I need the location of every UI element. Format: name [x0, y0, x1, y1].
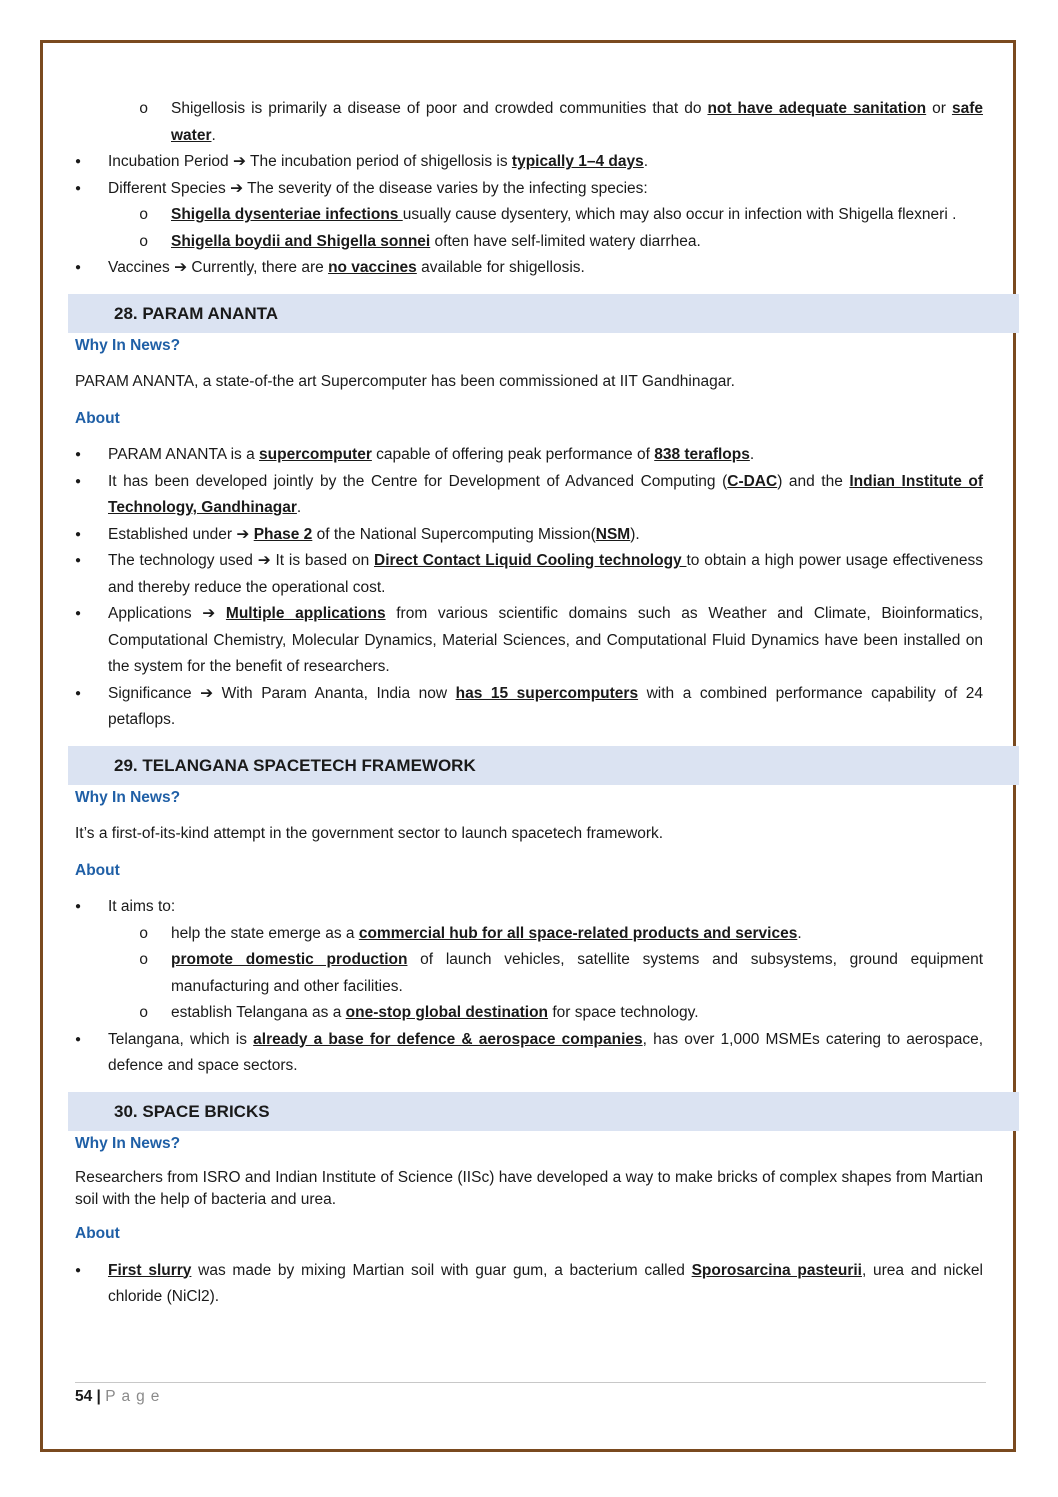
arrow-icon: ➔: [232, 153, 246, 170]
why-in-news-text: It’s a first-of-its-kind attempt in the government sector to launch spacetech framework.: [75, 825, 664, 842]
emphasis: NSM: [595, 525, 631, 543]
emphasis: commercial hub for all space-related products and services: [358, 924, 798, 942]
emphasis: not have adequate sanitation: [707, 100, 927, 117]
emphasis: Multiple applications: [225, 605, 386, 622]
page-content: [75, 96, 983, 1311]
vaccines-list: [75, 255, 983, 282]
list-item: ● Applications ➔ Multiple applications from various scientific domains such as Weather and Climate, Bioinformatics, Computational Chemistry, Molecular Dynamics, Material Sciences, and Computational Fluid Dynamics have been installed on the system for the benefit of researchers.: [75, 601, 983, 681]
emphasis: C-DAC: [727, 472, 778, 490]
emphasis: Direct Contact Liquid Cooling technology: [374, 552, 687, 569]
list-item: ● Vaccines ➔ Currently, there are no vaccines available for shigellosis.: [75, 255, 983, 282]
why-in-news-label: Why In News?: [75, 1134, 181, 1152]
list-item: ● First slurry was made by mixing Martian soil with guar gum, a bacterium called Sporosarcina pasteurii, urea and nickel chloride (NiCl2).: [75, 1258, 983, 1311]
list-item: o Shigella dysenteriae infections usually cause dysentery, which may also occur in infection with Shigella flexneri .: [75, 202, 983, 229]
telangana-list: [75, 894, 983, 921]
list-item: ● Telangana, which is already a base for defence & aerospace companies, has over 1,000 MSMEs catering to aerospace, defence and space sectors.: [75, 1027, 983, 1080]
emphasis: Indian Institute of Technology, Gandhinagar: [108, 472, 983, 516]
why-in-news-label: Why In News?: [75, 336, 181, 354]
list-item: ● Incubation Period ➔ The incubation period of shigellosis is typically 1–4 days.: [75, 149, 983, 176]
telangana-list-2: [75, 1027, 983, 1080]
list-item: o promote domestic production of launch vehicles, satellite systems and subsystems, ground equipment manufacturing and other facilities.: [75, 947, 983, 1000]
emphasis: Shigella boydii and Shigella sonnei: [171, 232, 431, 250]
section-heading-30: 30. SPACE BRICKS: [68, 1092, 1019, 1131]
why-in-news-text: PARAM ANANTA, a state-of-the art Supercomputer has been commissioned at IIT Gandhinagar.: [75, 373, 735, 390]
list-item: ● Different Species ➔ The severity of the disease varies by the infecting species:: [75, 176, 983, 203]
emphasis: 838 teraflops: [654, 446, 750, 463]
section-heading-28: 28. PARAM ANANTA: [68, 294, 1019, 333]
section-heading-29: 29. TELANGANA SPACETECH FRAMEWORK: [68, 746, 1019, 785]
emphasis: First slurry: [108, 1261, 192, 1279]
list-item: o establish Telangana as a one-stop global destination for space technology.: [75, 1000, 983, 1027]
param-ananta-list: [75, 442, 983, 734]
emphasis: Sporosarcina pasteurii: [691, 1261, 862, 1279]
telangana-sublist: [75, 921, 983, 1027]
emphasis: one-stop global destination: [345, 1004, 549, 1021]
emphasis: already a base for defence & aerospace companies: [253, 1030, 643, 1048]
arrow-icon: ➔: [236, 525, 250, 543]
emphasis: typically 1–4 days: [511, 153, 644, 170]
list-item: o Shigellosis is primarily a disease of poor and crowded communities that do not have adequate sanitation or safe water.: [75, 96, 983, 149]
footer-rule: [75, 1382, 986, 1383]
arrow-icon: ➔: [174, 259, 188, 276]
list-item: ● It aims to:: [75, 894, 983, 921]
emphasis: promote domestic production: [171, 951, 408, 968]
emphasis: Shigella dysenteriae infections: [171, 206, 403, 223]
page-footer: 54 | Page: [75, 1388, 166, 1405]
arrow-icon: ➔: [230, 179, 244, 197]
emphasis: no vaccines: [328, 259, 417, 276]
intro-list: [75, 149, 983, 202]
why-in-news-text: Researchers from ISRO and Indian Institute of Science (IISc) have developed a way to make bricks of complex shapes from Martian soil with the help of bacteria and urea.: [75, 1169, 983, 1208]
emphasis: supercomputer: [259, 446, 372, 463]
list-item: ● The technology used ➔ It is based on Direct Contact Liquid Cooling technology to obtain a high power usage effectiveness and thereby reduce the operational cost.: [75, 548, 983, 601]
emphasis: Phase 2: [253, 525, 313, 543]
list-item: ● Significance ➔ With Param Ananta, India now has 15 supercomputers with a combined performance capability of 24 petaflops.: [75, 681, 983, 734]
list-item: o Shigella boydii and Shigella sonnei often have self-limited watery diarrhea.: [75, 229, 983, 256]
about-label: About: [75, 1225, 120, 1242]
page-number: 54: [75, 1388, 93, 1405]
emphasis: safe water: [171, 100, 983, 144]
about-label: About: [75, 861, 120, 879]
arrow-icon: ➔: [202, 605, 216, 622]
list-item: o help the state emerge as a commercial hub for all space-related products and services.: [75, 921, 983, 948]
about-label: About: [75, 409, 120, 427]
arrow-icon: ➔: [257, 552, 271, 569]
list-item: ● It has been developed jointly by the Centre for Development of Advanced Computing (C-DAC) and the Indian Institute of Technology, Gandhinagar.: [75, 469, 983, 522]
arrow-icon: ➔: [200, 684, 214, 702]
why-in-news-label: Why In News?: [75, 788, 181, 806]
page-label: Page: [105, 1388, 166, 1405]
emphasis: has 15 supercomputers: [455, 684, 639, 702]
list-item: ● PARAM ANANTA is a supercomputer capable of offering peak performance of 838 teraflops.: [75, 442, 983, 469]
intro-sublist: [75, 96, 983, 149]
species-sublist: [75, 202, 983, 255]
list-item: ● Established under ➔ Phase 2 of the National Supercomputing Mission(NSM).: [75, 522, 983, 549]
space-bricks-list: [75, 1258, 983, 1311]
